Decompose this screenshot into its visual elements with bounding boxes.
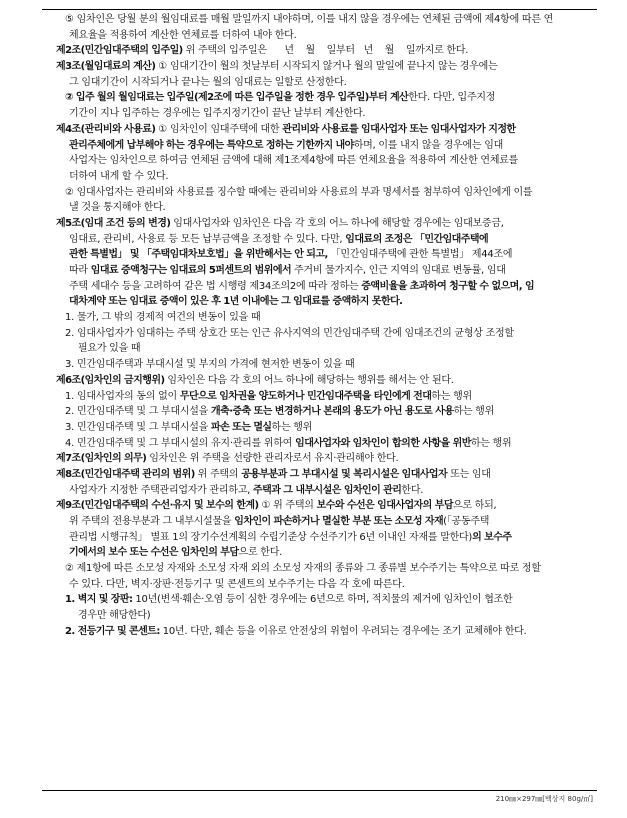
article-9-line-6: 수 있다. 다만, 벽지·장판·전등기구 및 콘센트의 보수주기는 다음 각 호에 따른다. [69, 578, 405, 590]
article-9-line-1: 제9조(민간임대주택의 수선·유지 및 보수의 한계) ① 위 주택의 보수와 수선은 임대사업자의 부담으로 하되, [56, 500, 497, 512]
clause-1-5-line-2: 체요율을 적용하여 계산한 연체료를 더하여 내야 한다. [69, 29, 297, 41]
article-4-line-6: 낼 것을 통지해야 한다. [69, 202, 166, 214]
article-2-text: 위 주택의 입주일은 년 월 일부터 년 월 일까지로 한다. [182, 45, 469, 57]
article-5-line-4: 따라 임대료 증액청구는 임대료의 5퍼센트의 범위에서 주거비 물가지수, 인근 지역의 임대료 변동률, 임대 [69, 265, 506, 276]
article-4-line-5: ② 임대사업자는 관리비와 사용료를 징수할 때에는 관리비와 사용료의 부과 명세서를 첨부하여 임차인에게 이를 [65, 186, 533, 198]
article-9-item-1: 1. 벽지 및 장판: 10년(변색·훼손·오염 등이 심한 경우에는 6년으로 하며, 적치물의 제거에 임차인이 협조한 [65, 594, 513, 606]
article-4-line-3: 사업자는 임차인으로 하여금 연체된 금액에 대해 제1조제4항에 따른 연체요율을 적용하여 계산한 연체료를 [69, 155, 519, 167]
article-6-title: 제6조(임차인의 금지행위) [56, 374, 165, 386]
article-5-item-2: 2. 임대사업자가 임대하는 주택 상호간 또는 인근 유사지역의 민간임대주택 간에 임대조건의 균형상 조정할 [65, 327, 514, 339]
article-6-item-3: 3. 민간임대주택 및 그 부대시설을 파손 또는 멸실하는 행위 [65, 421, 313, 433]
article-2-title: 제2조(민간임대주택의 입주일) [56, 45, 183, 57]
article-5-item-1: 1. 물가, 그 밖의 경제적 여건의 변동이 있을 때 [65, 312, 261, 324]
article-6-item-1: 1. 임대사업자의 동의 없이 무단으로 임차권을 양도하거나 민간임대주택을 타인에게 전대하는 행위 [65, 390, 472, 402]
article-4-line-2: 관리주체에게 납부해야 하는 경우에는 특약으로 정하는 기한까지 내야하며, 이를 내지 않을 경우에는 임대 [69, 139, 504, 151]
article-5-line-2: 임대료, 관리비, 사용료 등 모든 납부금액을 조정할 수 있다. 다만, 임대료의 조정은 「민간임대주택에 [69, 233, 489, 245]
article-6: 제6조(임차인의 금지행위) 임차인은 다음 각 호의 어느 하나에 해당하는 행위를 해서는 안 된다. [56, 374, 454, 386]
article-9-item-1-cont: 경우만 해당한다) [78, 610, 151, 622]
article-9-line-5: ② 제1항에 따른 소모성 자재와 소모성 자재 외의 소모성 자재의 종류와 그 종류별 보수주기는 특약으로 따로 정할 [65, 563, 541, 575]
article-7: 제7조(임차인의 의무) 임차인은 위 주택을 선량한 관리자로서 유지·관리해야 한다. [56, 453, 399, 465]
article-9-line-4: 기에서의 보수 또는 수선은 임차인의 부담으로 한다. [69, 547, 283, 559]
article-8-line-1: 제8조(민간임대주택 관리의 범위) 위 주택의 공용부분과 그 부대시설 및 복리시설은 임대사업자 또는 임대 [56, 468, 491, 480]
article-5-title: 제5조(임대 조건 등의 변경) [56, 217, 171, 229]
top-rule [42, 9, 597, 10]
article-2 [56, 43, 586, 59]
article-5-line-1: 제5조(임대 조건 등의 변경) 임대사업자와 임차인은 다음 각 호의 어느 하나에 해당할 경우에는 임대보증금, [56, 217, 504, 229]
bottom-rule [42, 790, 597, 791]
article-3-line-2: 그 임대기간이 시작되거나 끝나는 월의 임대료는 일할로 산정한다. [69, 76, 347, 88]
clause-1-5-line-1: ⑤ 임차인은 당월 분의 월임대료를 매월 말일까지 내야하며, 이를 내지 않을 경우에는 연체된 금액에 제4항에 따른 연 [65, 14, 554, 25]
article-5-item-3: 3. 민간임대주택과 부대시설 및 부지의 가격에 현저한 변동이 있을 때 [65, 359, 355, 371]
article-6-item-2: 2. 민간임대주택 및 그 부대시설을 개축·증축 또는 변경하거나 본래의 용도가 아닌 용도로 사용하는 행위 [65, 406, 495, 418]
article-3-line-3: ② 입주 월의 월임대료는 입주일(제2조에 따른 입주일을 정한 경우 입주일)부터 계산한다. 다만, 입주지정 [65, 92, 496, 104]
contract-body [56, 12, 586, 640]
article-7-title: 제7조(임차인의 의무) [56, 453, 147, 465]
article-3-title: 제3조(월임대료의 계산) [56, 61, 156, 73]
article-5-line-6: 대차계약 또는 임대료 증액이 있은 후 1년 이내에는 그 임대료를 증액하지 못한다. [69, 296, 403, 308]
article-4-line-1: 제4조(관리비와 사용료) ① 임차인이 임대주택에 대한 관리비와 사용료를 임대사업자 또는 임대사업자가 지정한 [56, 123, 516, 135]
article-4-title: 제4조(관리비와 사용료) [56, 123, 156, 135]
article-9-title: 제9조(민간임대주택의 수선·유지 및 보수의 한계) [56, 500, 259, 512]
article-4-line-4: 더하여 내게 할 수 있다. [69, 170, 169, 182]
article-5-line-5: 주택 세대수 등을 고려하여 같은 법 시행령 제34조의2에 따라 정하는 증액비율을 초과하여 청구할 수 없으며, 임 [69, 280, 535, 292]
article-8-title: 제8조(민간임대주택 관리의 범위) [56, 468, 195, 480]
paper-spec-footer: 210㎜×297㎜[백상지 80g/㎡] [495, 795, 593, 803]
article-9-line-3: 관리법 시행규칙」 별표 1의 장기수선계획의 수립기준상 수선주기가 6년 이내인 자재를 말한다)의 보수주 [69, 531, 512, 543]
article-9-item-2: 2. 전등기구 및 콘센트: 10년. 다만, 훼손 등을 이유로 안전상의 위험이 우려되는 경우에는 조기 교체해야 한다. [65, 625, 527, 637]
article-6-item-4: 4. 민간임대주택 및 그 부대시설의 유지·관리를 위하여 임대사업자와 임차인이 합의한 사항을 위반하는 행위 [65, 437, 512, 449]
article-9-line-2: 위 주택의 전용부분과 그 내부시설물을 임차인이 파손하거나 멸실한 부분 또는 소모성 자재(「공동주택 [69, 516, 490, 527]
article-3-line-1: 제3조(월임대료의 계산) ① 임대기간이 월의 첫날부터 시작되지 않거나 월의 말일에 끝나지 않는 경우에는 [56, 61, 498, 73]
article-5-item-2-cont: 필요가 있을 때 [78, 343, 141, 355]
article-3-line-4: 기간이 지나 입주하는 경우에는 입주지정기간이 끝난 날부터 계산한다. [69, 108, 366, 120]
article-5-line-3: 관한 특별법」 및 「주택임대차보호법」을 위반해서는 안 되고, 「민간임대주택에 관한 특별법」 제44조에 [69, 249, 513, 261]
article-8-line-2: 사업자가 지정한 주택관리업자가 관리하고, 주택과 그 내부시설은 임차인이 관리한다. [69, 484, 424, 496]
